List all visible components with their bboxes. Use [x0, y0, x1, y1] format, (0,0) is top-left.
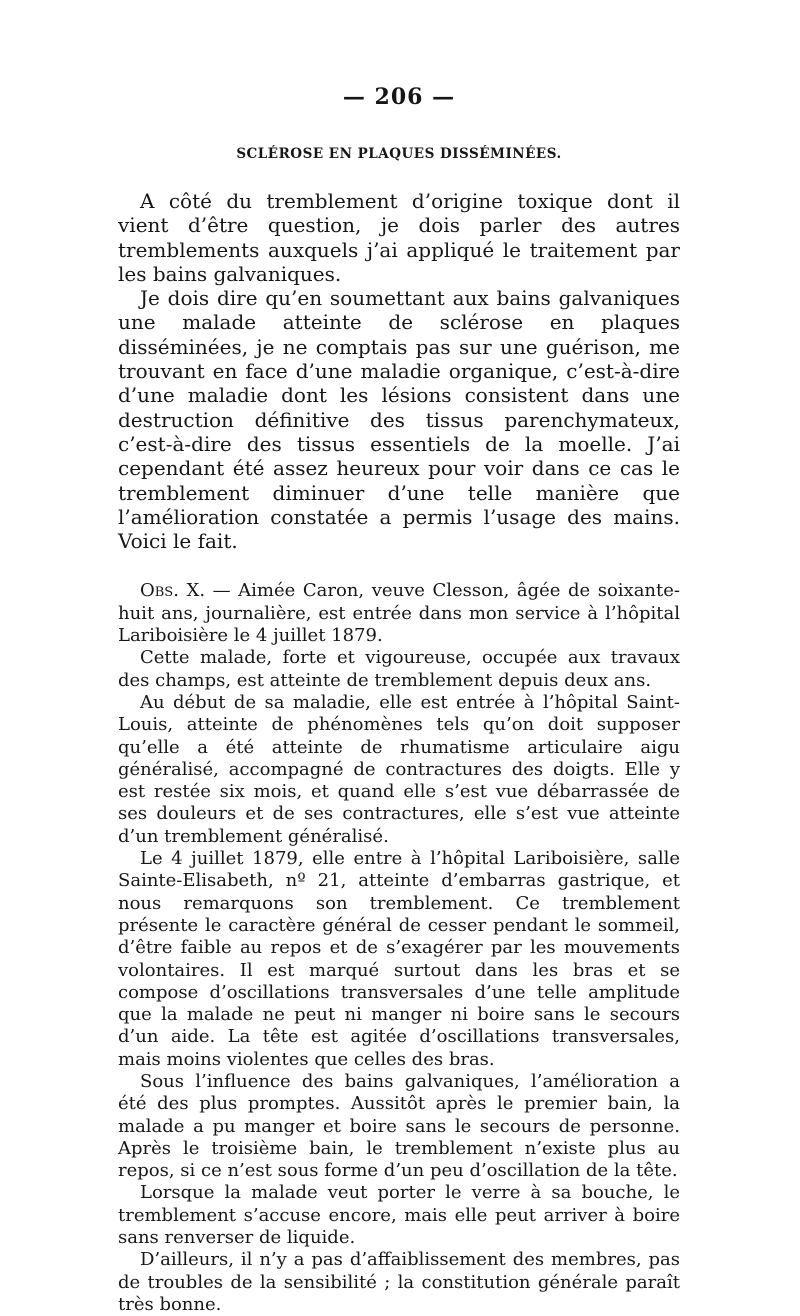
body-paragraph: A côté du tremblement d’origine toxique dont il vient d’être question, je dois parler des autres tremblements auxquels j’ai appliqué le traitement par les bains galvaniques.: [118, 189, 680, 286]
page-number: — 206 —: [342, 84, 456, 110]
observation-paragraph: D’ailleurs, il n’y a pas d’affaiblissement des membres, pas de troubles de la sensibilité ; la constitution générale paraît très bonne.: [118, 1249, 680, 1315]
observation-paragraph: Sous l’influence des bains galvaniques, l’amélioration a été des plus promptes. Aussitôt après le premier bain, la malade a pu manger et boire sans le secours de personne. Après le troisième bain, le tremblement n’existe plus au repos, si ce n’est sous forme d’un peu d’oscillation de la tête.: [118, 1070, 680, 1182]
observation-paragraph: Le 4 juillet 1879, elle entre à l’hôpital Lariboisière, salle Sainte-Elisabeth, nº 21, atteinte d’embarras gastrique, et nous remarquons son tremblement. Ce tremblement présente le caractère général de cesser pendant le sommeil, d’être faible au repos et de s’exagérer par les mouvements volontaires. Il est marqué surtout dans les bras et se compose d’oscillations transversales d’une telle amplitude que la malade ne peut ni manger ni boire sans le secours d’un aide. La tête est agitée d’oscillations transversales, mais moins violentes que celles des bras.: [118, 848, 680, 1070]
observation-intro-text: — Aimée Caron, veuve Clesson, âgée de soixante-huit ans, journalière, est entrée dans mon service à l’hôpital Lariboisière le 4 juillet 1879.: [118, 580, 680, 647]
observation-paragraph: Au début de sa maladie, elle est entrée à l’hôpital Saint-Louis, atteinte de phénomènes tels qu’on doit supposer qu’elle a été atteinte de rhumatisme articulaire aigu généralisé, accompagné de contractures des doigts. Elle y est restée six mois, et quand elle s’est vue débarrassée de ses douleurs et de ses contractures, elle s’est vue atteinte d’un tremblement généralisé.: [118, 691, 680, 847]
observation-label: Obs. X.: [140, 580, 206, 602]
observation-paragraph: Lorsque la malade veut porter le verre à sa bouche, le tremblement s’accuse encore, mais elle peut arriver à boire sans renverser de liquide.: [118, 1182, 680, 1249]
book-page: [118, 84, 680, 1316]
section-heading: SCLÉROSE EN PLAQUES DISSÉMINÉES.: [236, 146, 562, 162]
observation-intro-paragraph: [118, 580, 680, 647]
observation-paragraph: Cette malade, forte et vigoureuse, occupée aux travaux des champs, est atteinte de tremblement depuis deux ans.: [118, 647, 680, 691]
body-paragraph: Je dois dire qu’en soumettant aux bains galvaniques une malade atteinte de sclérose en plaques disséminées, je ne comptais pas sur une guérison, me trouvant en face d’une maladie organique, c’est-à-dire d’une maladie dont les lésions consistent dans une destruction définitive des tissus parenchymateux, c’est-à-dire des tissus essentiels de la moelle. J’ai cependant été assez heureux pour voir dans ce cas le tremblement diminuer d’une telle manière que l’amélioration constatée a permis l’usage des mains. Voici le fait.: [118, 286, 680, 554]
